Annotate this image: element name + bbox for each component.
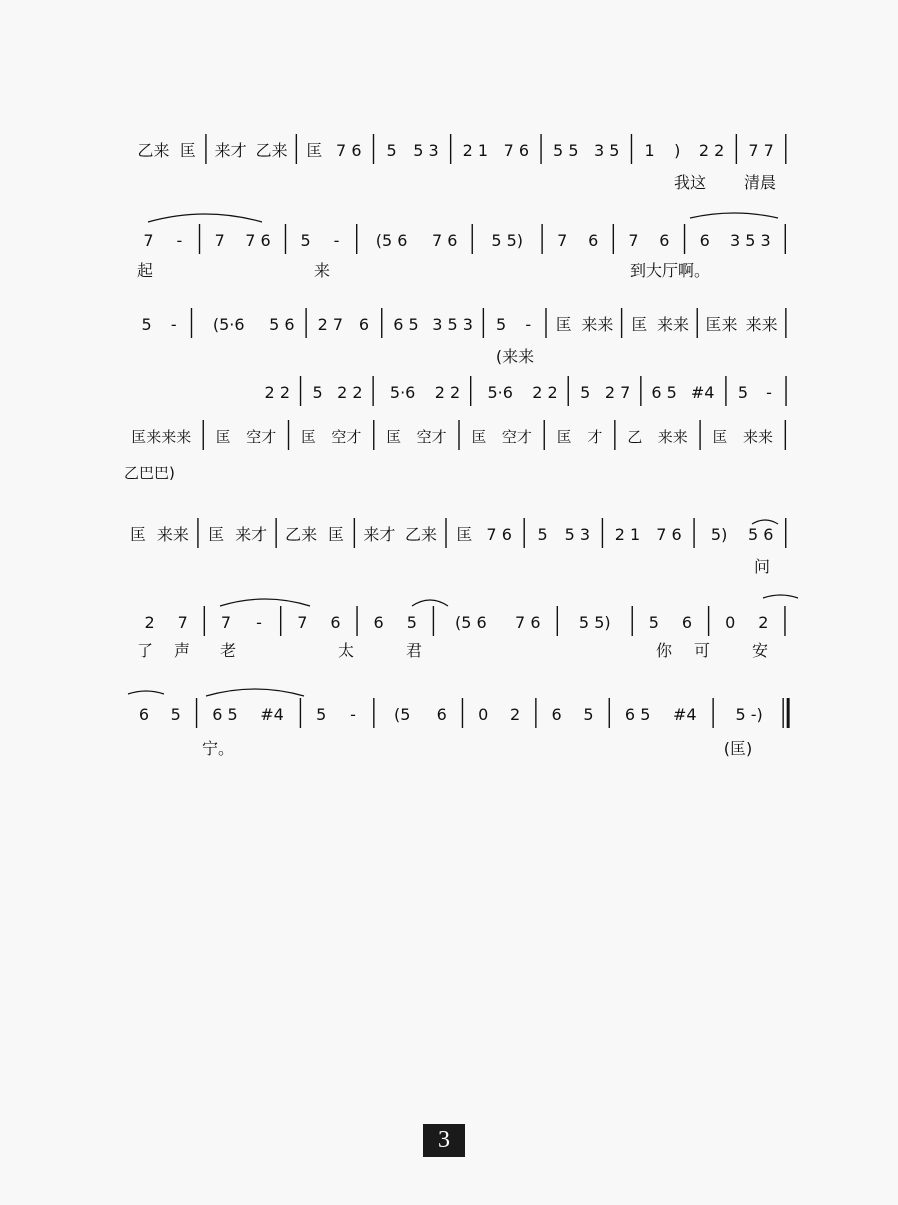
page-number: 3 <box>423 1124 465 1157</box>
s7-note: 5 <box>583 705 594 724</box>
s6-lyric: 君 <box>405 641 423 660</box>
s1-note: 匡 <box>306 141 323 160</box>
s6-note: 6 <box>681 613 693 632</box>
s2-note: 7 <box>557 231 568 250</box>
s6-lyric: 你 <box>655 641 673 660</box>
s3-note: 6 5 <box>393 315 419 334</box>
s2-note: - <box>176 231 183 250</box>
s4-note: 5·6 <box>389 383 416 402</box>
s5-note: 5) <box>710 525 728 544</box>
s4-note: #4 <box>690 383 715 402</box>
s5-note: 来才 <box>363 525 396 544</box>
s4-note: 5 <box>737 383 749 402</box>
slur-arc <box>763 595 798 598</box>
s2-note: 7 6 <box>431 231 458 250</box>
slur-arc <box>690 213 778 218</box>
s2-note: 7 <box>143 231 154 250</box>
s3-note: 匡 <box>555 315 572 334</box>
s4-note: 2 2 <box>264 383 291 402</box>
s4-extra-text: 乙巴巴) <box>124 464 175 482</box>
s6-note: 6 <box>330 613 341 632</box>
s7-note: - <box>350 705 356 724</box>
s6-note: 7 6 <box>515 613 541 632</box>
s4-perc-note: 来来 <box>657 428 688 446</box>
s7-note: 6 <box>138 705 150 724</box>
slur-arc <box>412 600 448 606</box>
s1-note: 1 <box>644 141 655 160</box>
s5-note: 来来 <box>156 525 189 544</box>
s3-note: 5 6 <box>269 315 295 334</box>
s2-note: 6 <box>588 231 599 250</box>
s2-note: 3 5 3 <box>730 231 771 250</box>
s1-note: 5 5 <box>553 141 579 160</box>
s1-note: 2 2 <box>698 141 725 160</box>
s5-note: 5 <box>537 525 548 544</box>
s5-note: 乙来 <box>285 525 318 544</box>
s5-note: 匡 <box>456 525 473 544</box>
s5-note: 7 6 <box>486 525 512 544</box>
s3-note: - <box>525 315 532 334</box>
s2-lyric: 来 <box>313 261 331 280</box>
s1-note: 乙来 <box>255 141 288 160</box>
s5-note: 2 1 <box>614 525 641 544</box>
s1-lyric: 清晨 <box>743 173 777 192</box>
s7-lyric: 宁。 <box>201 739 235 758</box>
s5-lyric: 问 <box>753 557 771 576</box>
s7-note: 5 -) <box>735 705 763 724</box>
s5-note: 乙来 <box>404 525 437 544</box>
s2-note: 5 5) <box>491 231 524 250</box>
s1-note: 7 6 <box>336 141 362 160</box>
s4-perc-note: 乙 <box>627 428 643 446</box>
s4-perc-note: 空才 <box>331 428 362 446</box>
s4-note: - <box>766 383 772 402</box>
s6-lyric: 安 <box>751 641 769 660</box>
s6-lyric: 太 <box>337 641 355 660</box>
s1-note: 来才 <box>214 141 247 160</box>
s2-note: 7 6 <box>245 231 271 250</box>
s2-note: 7 <box>214 231 225 250</box>
s2-note: - <box>333 231 340 250</box>
s7-note: #4 <box>260 705 284 724</box>
s5-note: 5 3 <box>564 525 591 544</box>
s3-note: 5 <box>141 315 152 334</box>
s1-note: 2 1 <box>462 141 489 160</box>
s4-perc-note: 匡 <box>556 428 572 446</box>
s5-note: 匡 <box>130 525 147 544</box>
s7-note: #4 <box>672 705 697 724</box>
s4-note: 2 2 <box>337 383 363 402</box>
slur-arc <box>128 691 164 694</box>
s7-note: 6 <box>436 705 447 724</box>
s4-perc-note: 匡 <box>386 428 402 446</box>
s1-note: 7 7 <box>748 141 774 160</box>
s6-lyric: 了 <box>136 641 154 660</box>
s1-note: 乙来 <box>137 141 170 160</box>
slur-arc <box>220 599 310 606</box>
s3-note: 来来 <box>581 315 614 334</box>
s7-note: 6 5 <box>624 705 651 724</box>
s3-note: 5 <box>495 315 507 334</box>
s4-note: 6 5 <box>651 383 677 402</box>
s1-note: ) <box>674 141 681 160</box>
s4-note: 2 2 <box>532 383 558 402</box>
s2-note: 7 <box>628 231 639 250</box>
s4-perc-note: 空才 <box>501 428 532 446</box>
s2-note: 6 <box>659 231 670 250</box>
s6-note: 2 <box>144 613 155 632</box>
s4-note: 5·6 <box>487 383 513 402</box>
s7-note: 5 <box>316 705 327 724</box>
s6-note: (5 6 <box>455 613 487 632</box>
s4-perc-note: 来来 <box>743 428 774 446</box>
s5-note: 匡 <box>328 525 345 544</box>
s6-lyric: 声 <box>173 641 191 660</box>
s6-note: 5 <box>648 613 659 632</box>
s4-perc-note: 匡 <box>215 428 231 446</box>
s4-note: 2 7 <box>604 383 631 402</box>
s6-note: 5 5) <box>578 613 611 632</box>
s6-note: 7 <box>297 613 308 632</box>
s3-note: 匡来 <box>705 315 738 334</box>
s2-note: 6 <box>699 231 710 250</box>
s7-note: 6 <box>551 705 562 724</box>
s1-note: 5 <box>386 141 397 160</box>
slur-arc <box>206 689 304 696</box>
s4-note: 5 <box>580 383 591 402</box>
s4-perc-note: 空才 <box>246 428 277 446</box>
s6-lyric: 可 <box>693 641 711 660</box>
s3-note: 来来 <box>745 315 778 334</box>
s7-note: (5 <box>394 705 411 724</box>
s4-note: 2 2 <box>434 383 461 402</box>
s5-note: 7 6 <box>656 525 682 544</box>
s6-note: 7 <box>220 613 232 632</box>
s4-perc-note: 空才 <box>416 428 447 446</box>
s1-lyric: 我这 <box>673 173 707 192</box>
s6-note: 5 <box>406 613 417 632</box>
s4-perc-note: 匡来来来 <box>131 428 192 446</box>
s3-note: 来来 <box>657 315 690 334</box>
s3-note: 6 <box>358 315 370 334</box>
s4-perc-note: 匡 <box>712 428 728 446</box>
s4-perc-note: 匡 <box>300 428 316 446</box>
s5-note: 5 6 <box>747 525 774 544</box>
s1-note: 5 3 <box>413 141 439 160</box>
s4-perc-note: 才 <box>587 428 603 446</box>
s2-lyric: 起 <box>136 261 154 280</box>
s6-note: 7 <box>177 613 188 632</box>
s7-lyric: (匡) <box>723 739 753 758</box>
s1-note: 7 6 <box>503 141 530 160</box>
slur-arc <box>148 214 262 222</box>
s2-note: 5 <box>300 231 311 250</box>
s2-lyric: 到大厅啊。 <box>629 261 711 280</box>
s2-note: (5 6 <box>375 231 408 250</box>
s3-note: 3 5 3 <box>432 315 473 334</box>
s1-note: 3 5 <box>594 141 620 160</box>
s7-note: 0 <box>478 705 489 724</box>
s5-note: 匡 <box>208 525 225 544</box>
s6-lyric: 老 <box>219 641 237 660</box>
s7-note: 2 <box>509 705 521 724</box>
s1-note: 匡 <box>179 141 196 160</box>
slur-arc <box>752 520 778 524</box>
s6-note: 0 <box>725 613 736 632</box>
s5-note: 来才 <box>235 525 268 544</box>
s6-note: - <box>256 613 262 632</box>
s3-note: - <box>170 315 177 334</box>
s7-note: 5 <box>170 705 181 724</box>
s4-perc-note: 匡 <box>471 428 487 446</box>
s4-note: 5 <box>312 383 323 402</box>
s6-note: 6 <box>373 613 384 632</box>
s3-lyric: (来来 <box>495 347 535 366</box>
s6-note: 2 <box>758 613 769 632</box>
s3-note: 匡 <box>631 315 648 334</box>
s7-note: 6 5 <box>212 705 238 724</box>
s3-note: (5·6 <box>212 315 245 334</box>
s3-note: 2 7 <box>317 315 344 334</box>
